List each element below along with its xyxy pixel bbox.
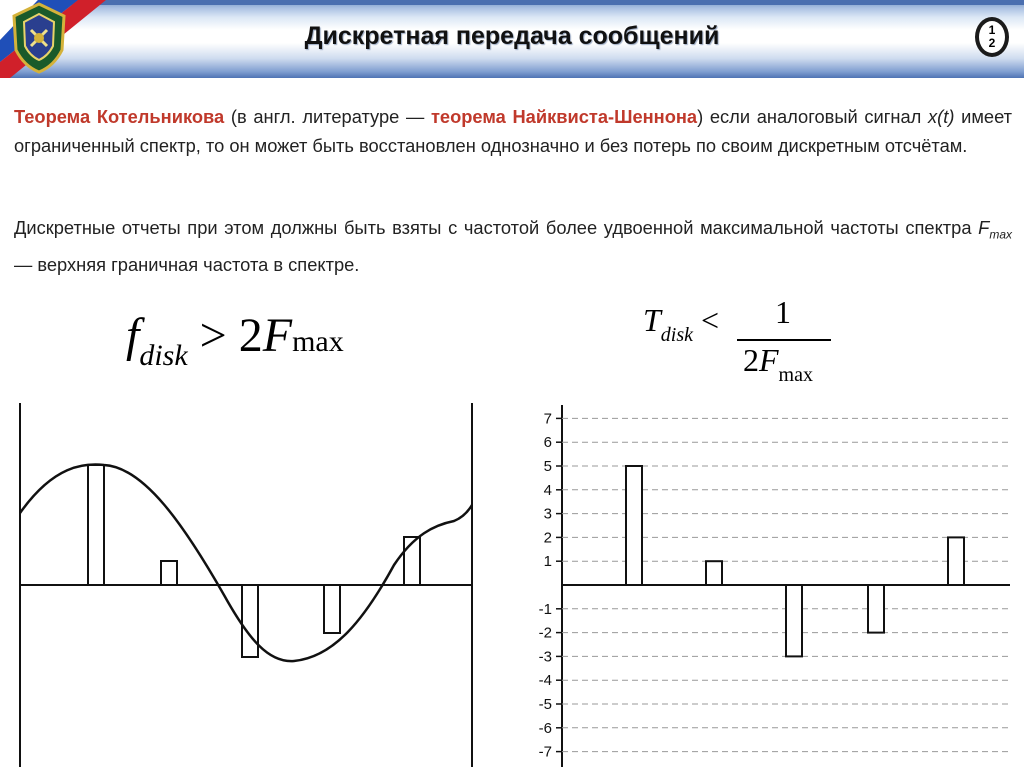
text-span: (в англ. литературе — [224, 106, 431, 127]
formula-F: F [262, 309, 293, 362]
value-bar [626, 466, 642, 585]
formula-F-subscript: max [292, 325, 344, 358]
fraction-numerator: 1 [775, 294, 791, 330]
text-span: ) если аналоговый сигнал [697, 106, 929, 127]
value-bar [706, 561, 722, 585]
y-tick-label: 2 [543, 529, 552, 547]
sample-bar [161, 561, 177, 585]
signal-variable: x(t) [928, 106, 955, 127]
theorem-name-kotelnikov: Теорема Котельникова [14, 106, 225, 127]
sample-bar [242, 585, 258, 657]
den-F-subscript: max [778, 364, 813, 386]
value-bar [786, 585, 802, 656]
theorem-paragraph [14, 102, 1012, 160]
y-tick-label: 1 [543, 553, 552, 571]
page-number-top: 1 [988, 23, 996, 37]
sample-values-chart [532, 395, 1012, 767]
sample-bar [324, 585, 340, 633]
slide-header [0, 0, 1024, 78]
fraction-denominator [743, 342, 813, 387]
y-tick-label: -4 [538, 672, 552, 690]
y-tick-label: -2 [538, 624, 552, 642]
formula-operator: < [693, 302, 720, 338]
y-tick-label: -3 [538, 648, 552, 666]
fmax-variable: F [978, 217, 990, 238]
theorem-name-nyquist-shannon: теорема Найквиста-Шеннона [430, 106, 698, 127]
y-tick-label: 3 [543, 505, 552, 523]
page-number-bottom: 2 [988, 36, 996, 50]
y-tick-label: 4 [543, 481, 552, 499]
formula-f: f [126, 309, 140, 362]
y-tick-label: 6 [543, 434, 552, 452]
text-span: Дискретные отчеты при этом должны быть взяты с частотой более удвоенной максимальной частоты спектра [14, 217, 979, 238]
slide-title: Дискретная передача сообщений [304, 22, 720, 50]
y-tick-label: 5 [543, 458, 552, 475]
formula-f-subscript: disk [139, 339, 188, 372]
value-bar [948, 537, 964, 585]
sampling-paragraph [14, 213, 1012, 279]
text-span: имеет ограниченный спектр, то он может быть восстановлен однозначно и без потерь по своим дискретным отсчётам. [14, 106, 1013, 156]
formula-T: T [643, 302, 661, 338]
sampling-frequency-formula [126, 308, 344, 373]
formula-T-subscript: disk [660, 324, 694, 346]
value-bar [868, 585, 884, 633]
text-span: — верхняя граничная частота в спектре. [14, 253, 360, 275]
fraction-bar [737, 339, 831, 341]
den-coef: 2 [743, 342, 759, 378]
y-tick-label: -7 [538, 743, 552, 761]
den-F: F [759, 342, 779, 378]
y-tick-label: -6 [538, 719, 552, 737]
fmax-subscript: max [989, 227, 1012, 242]
analog-signal-chart [14, 395, 494, 767]
y-tick-label: -1 [538, 600, 552, 618]
sampling-period-formula [643, 294, 813, 386]
header-top-line [0, 0, 1024, 5]
page-number-badge [975, 17, 1009, 57]
sample-bar [88, 465, 104, 585]
y-tick-label: 7 [543, 410, 552, 428]
y-tick-label: -5 [538, 696, 552, 713]
formula-operator: > 2 [187, 309, 263, 362]
